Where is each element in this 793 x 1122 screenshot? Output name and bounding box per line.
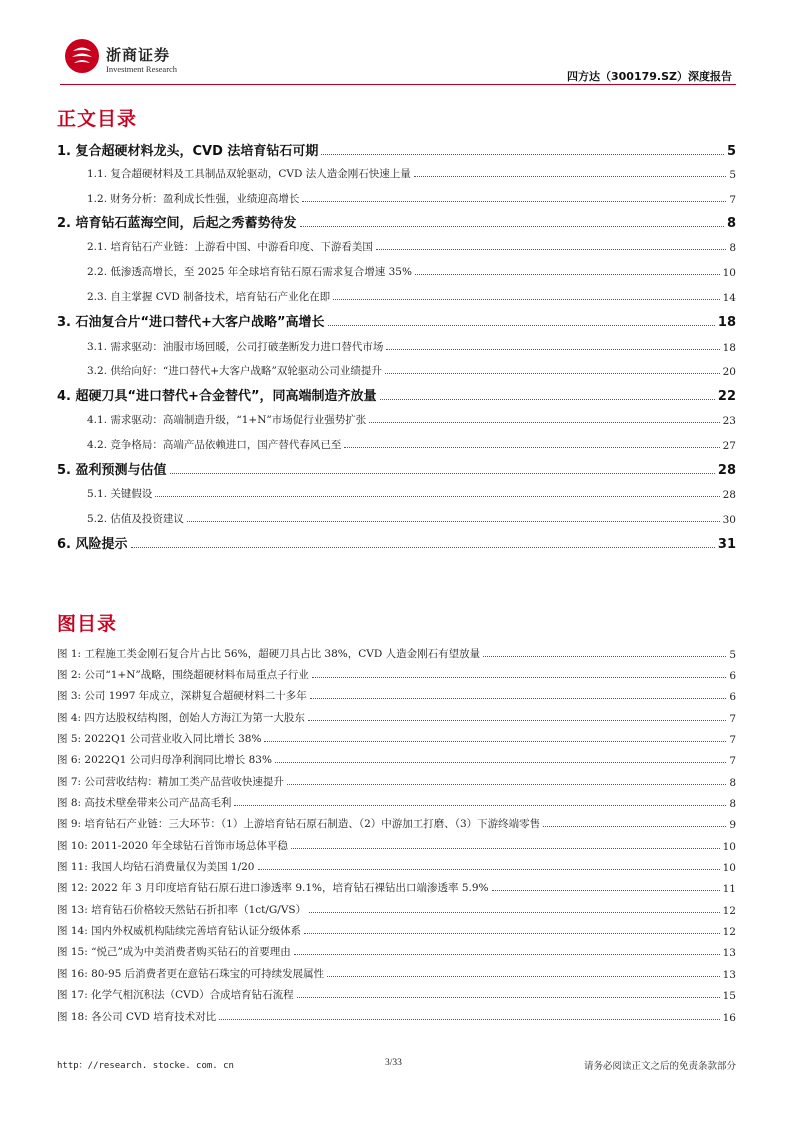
- toc-subitem[interactable]: 2.3. 自主掌握 CVD 制备技术，培育钻石产业化在即 14: [87, 291, 736, 304]
- toc-item[interactable]: 4. 超硬刀具“进口替代+合金替代”，同高端制造齐放量 22: [57, 389, 736, 404]
- logo-name: 浙商证券: [106, 46, 171, 64]
- figure-item[interactable]: 图 8: 高技术壁垒带来公司产品高毛利 8: [57, 797, 736, 810]
- toc-subitem[interactable]: 4.2. 竞争格局：高端产品依赖进口，国产替代春风已至 27: [87, 439, 736, 452]
- toc-item[interactable]: 1. 复合超硬材料龙头，CVD 法培育钻石可期 5: [57, 144, 736, 159]
- toc-subitem[interactable]: 2.1. 培育钻石产业链：上游看中国、中游看印度、下游看美国 8: [87, 241, 736, 254]
- figure-item[interactable]: 图 7: 公司营收结构：精加工类产品营收快速提升 8: [57, 776, 736, 789]
- figure-item[interactable]: 图 1: 工程施工类金刚石复合片占比 56%，超硬刀具占比 38%，CVD 人造金刚石有望放量 5: [57, 648, 736, 661]
- figure-item[interactable]: 图 17: 化学气相沉积法（CVD）合成培育钻石流程 15: [57, 989, 736, 1002]
- toc-title: 正文目录: [57, 108, 138, 130]
- toc-subitem[interactable]: 1.2. 财务分析：盈利成长性强，业绩迎高增长 7: [87, 193, 736, 206]
- figure-item[interactable]: 图 12: 2022 年 3 月印度培育钻石原石进口渗透率 9.1%，培育钻石裸钻出口端渗透率 5.9% 11: [57, 882, 736, 895]
- toc-subitem[interactable]: 5.1. 关键假设 28: [87, 488, 736, 501]
- figure-item[interactable]: 图 4: 四方达股权结构图，创始人方海江为第一大股东 7: [57, 712, 736, 725]
- logo-subtitle: Investment Research: [106, 64, 178, 74]
- toc-subitem[interactable]: 5.2. 估值及投资建议 30: [87, 513, 736, 526]
- figure-item[interactable]: 图 14: 国内外权威机构陆续完善培育钻认证分级体系 12: [57, 925, 736, 938]
- footer-url[interactable]: http：//research. stocke. com. cn: [57, 1061, 234, 1071]
- logo-icon: [64, 38, 100, 74]
- figure-item[interactable]: 图 13: 培育钻石价格较天然钻石折扣率（1ct/G/VS） 12: [57, 904, 736, 917]
- toc-subitem[interactable]: 1.1. 复合超硬材料及工具制品双轮驱动，CVD 法人造金刚石快速上量 5: [87, 168, 736, 181]
- page-header: [60, 34, 736, 86]
- figure-item[interactable]: 图 11: 我国人均钻石消费量仅为美国 1/20 10: [57, 861, 736, 874]
- report-title: 四方达（300179.SZ）深度报告: [567, 70, 732, 83]
- figure-item[interactable]: 图 3: 公司 1997 年成立，深耕复合超硬材料二十多年 6: [57, 690, 736, 703]
- figure-item[interactable]: 图 9: 培育钻石产业链：三大环节：（1）上游培育钻石原石制造、（2）中游加工打磨、（3）下游终端零售 9: [57, 818, 736, 831]
- figure-item[interactable]: 图 10: 2011-2020 年全球钻石首饰市场总体平稳 10: [57, 840, 736, 853]
- figure-item[interactable]: 图 16: 80-95 后消费者更在意钻石珠宝的可持续发展属性 13: [57, 968, 736, 981]
- toc-item[interactable]: 5. 盈利预测与估值 28: [57, 463, 736, 478]
- figure-item[interactable]: 图 2: 公司“1+N”战略，围绕超硬材料布局重点子行业 6: [57, 669, 736, 682]
- figures-title: 图目录: [57, 613, 118, 635]
- toc-subitem[interactable]: 3.2. 供给向好：“进口替代+大客户战略”双轮驱动公司业绩提升 20: [87, 365, 736, 378]
- footer-disclaimer: 请务必阅读正文之后的免责条款部分: [583, 1061, 736, 1072]
- toc-subitem[interactable]: 2.2. 低渗透高增长，至 2025 年全球培育钻石原石需求复合增速 35% 10: [87, 266, 736, 279]
- toc-item[interactable]: 2. 培育钻石蓝海空间，后起之秀蓄势待发 8: [57, 216, 736, 231]
- figure-item[interactable]: 图 18: 各公司 CVD 培育技术对比 16: [57, 1011, 736, 1024]
- figure-item[interactable]: 图 5: 2022Q1 公司营业收入同比增长 38% 7: [57, 733, 736, 746]
- page-number: 3/33: [385, 1058, 402, 1068]
- figure-item[interactable]: 图 6: 2022Q1 公司归母净利润同比增长 83% 7: [57, 754, 736, 767]
- toc-subitem[interactable]: 3.1. 需求驱动：油服市场回暖，公司打破垄断发力进口替代市场 18: [87, 341, 736, 354]
- figure-item[interactable]: 图 15: “悦己”成为中美消费者购买钻石的首要理由 13: [57, 946, 736, 959]
- toc-subitem[interactable]: 4.1. 需求驱动：高端制造升级，“1+N”市场促行业强势扩张 23: [87, 414, 736, 427]
- toc-item[interactable]: 3. 石油复合片“进口替代+大客户战略”高增长 18: [57, 315, 736, 330]
- toc-item[interactable]: 6. 风险提示 31: [57, 537, 736, 552]
- header-divider: [60, 84, 736, 85]
